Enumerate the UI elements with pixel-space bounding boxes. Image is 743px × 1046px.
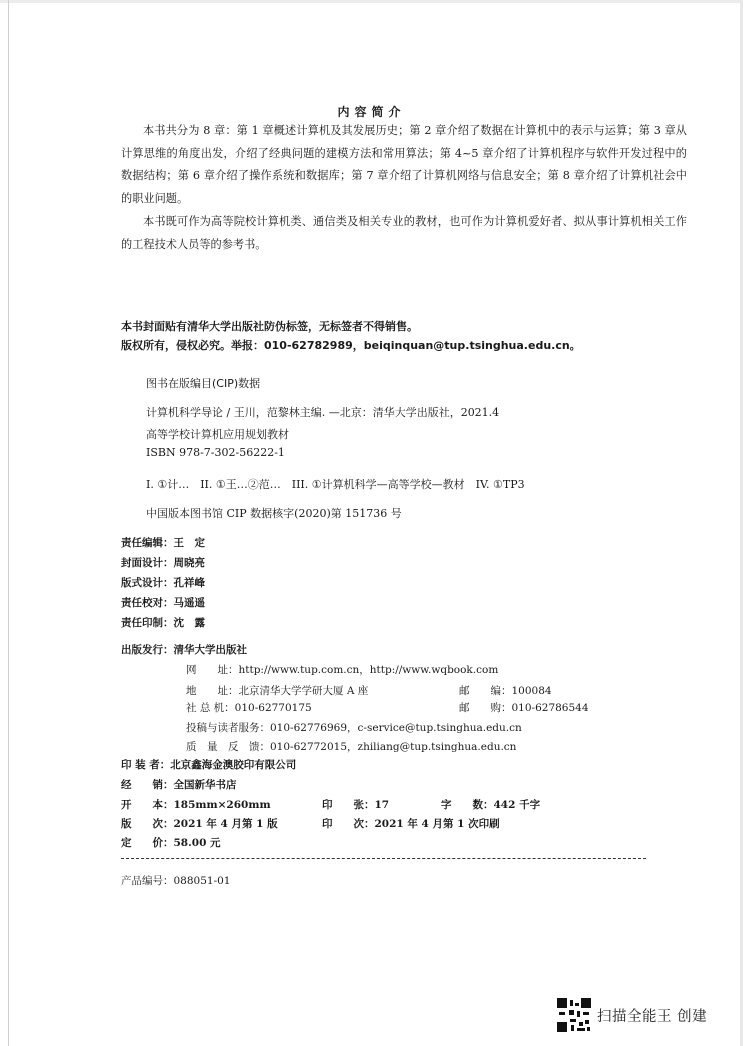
format-text: 开 本：185mm×260mm [121, 799, 271, 811]
edition-line [121, 816, 278, 831]
printing-text: 印 次：2021 年 4 月第 1 次印刷 [322, 818, 500, 830]
copyright-notice [121, 337, 581, 353]
summary-paragraph-2 [121, 211, 687, 256]
credit-editor: 责任编辑：王 定 [121, 537, 205, 549]
summary-text-2: 本书既可作为高等院校计算机类、通信类及相关专业的教材，也可作为计算机爱好者、拟从事计算机相关工作的工程技术人员等的参考书。 [121, 215, 687, 251]
credit-proofreader: 责任校对：马遥遥 [121, 597, 205, 609]
publisher-website: 网 址：http://www.tup.com.cn，http://www.wqbook.com [186, 664, 499, 676]
page-title: 内容简介 [337, 105, 406, 119]
credit-cover-design: 封面设计：周晓亮 [121, 557, 205, 569]
publisher-reader-service: 投稿与读者服务：010-62776969，c-service@tup.tsinghua.edu.cn [186, 722, 522, 734]
summary-text-1: 本书共分为 8 章：第 1 章概述计算机及其发展历史；第 2 章介绍了数据在计算机中的表示与运算；第 3 章从计算思维的角度出发，介绍了经典问题的建模方法和常用算法；第 4~5 章介绍了计算机程序与软件开发过程中的数据结构；第 6 章介绍了操作系统和数据库；第 7 章介绍了计算机网络与信息安全；第 8 章介绍了计算机社会中的职业问题。 [121, 124, 687, 205]
cip-series-line: 高等学校计算机应用规划教材 [146, 428, 289, 441]
printer-text: 印 装 者：北京鑫海金澳胶印有限公司 [121, 759, 297, 771]
divider-line [121, 858, 646, 859]
page-top-edge [0, 0, 743, 3]
scanner-watermark [557, 998, 707, 1032]
publisher-quality-feedback: 质 量 反 馈：010-62772015，zhiliang@tup.tsinghua.edu.cn [186, 741, 517, 753]
distributor-text: 经 销：全国新华书店 [121, 779, 237, 791]
credit-print-manager: 责任印制：沈 露 [121, 617, 205, 629]
qr-code-icon [557, 998, 591, 1032]
publisher-address: 地 址：北京清华大学学研大厦 A 座 [186, 685, 369, 697]
page-left-edge [8, 0, 9, 1046]
publisher-switchboard: 社 总 机：010-62770175 [186, 702, 312, 714]
format-line [121, 797, 271, 812]
publisher-line [121, 642, 247, 657]
summary-paragraph-1 [121, 120, 687, 210]
publisher-postcode: 邮 编：100084 [459, 685, 552, 697]
publisher-mail-order: 邮 购：010-62786544 [459, 702, 589, 714]
publisher-name: 清华大学出版社 [173, 644, 247, 656]
word-count-text: 字 数：442 千字 [441, 799, 541, 811]
cip-classification-line: I. ①计… II. ①王…②范… III. ①计算机科学—高等学校—教材 IV. ①TP3 [146, 478, 525, 491]
distributor-line [121, 777, 237, 792]
anti-counterfeit-notice: 本书封面贴有清华大学出版社防伪标签，无标签者不得销售。 [121, 320, 418, 333]
copyright-text: 版权所有，侵权必究。举报：010-62782989，beiqinquan@tup.tsinghua.edu.cn。 [121, 339, 581, 352]
credit-layout-design: 版式设计：孔祥峰 [121, 577, 205, 589]
price-text: 定 价：58.00 元 [121, 837, 221, 849]
printing-line [322, 816, 500, 831]
product-code: 产品编号：088051-01 [121, 875, 231, 887]
word-count-line [441, 797, 540, 812]
cip-title-line: 计算机科学导论 / 王川，范黎林主编. —北京：清华大学出版社，2021.4 [146, 406, 500, 419]
price-line [121, 835, 221, 850]
cip-heading: 图书在版编目(CIP)数据 [146, 377, 261, 390]
edition-text: 版 次：2021 年 4 月第 1 版 [121, 818, 278, 830]
cip-isbn-line: ISBN 978-7-302-56222-1 [146, 446, 285, 459]
watermark-text: 扫描全能王 创建 [597, 1008, 708, 1025]
cip-data-number-line: 中国版本图书馆 CIP 数据核字(2020)第 151736 号 [146, 507, 402, 520]
publisher-label: 出版发行： [121, 644, 174, 656]
sheets-text: 印 张：17 [322, 799, 390, 811]
printer-line [121, 757, 296, 772]
sheets-line [322, 797, 389, 812]
